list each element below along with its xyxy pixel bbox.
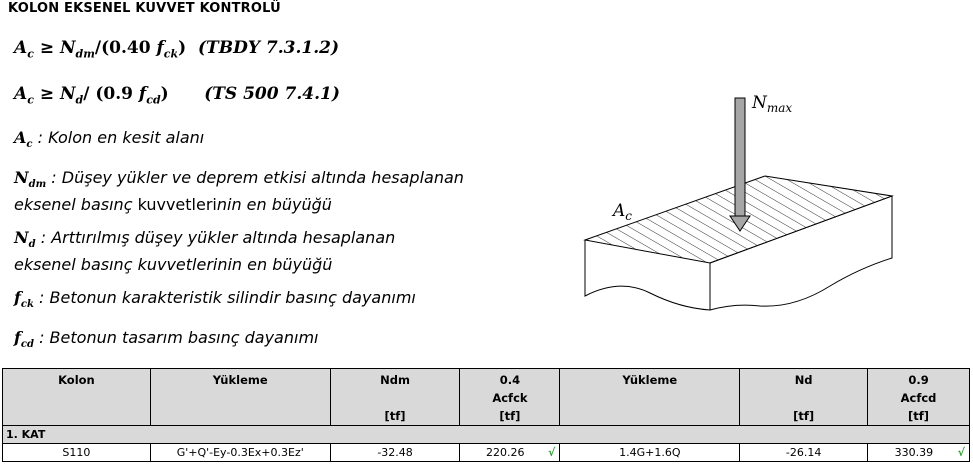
check-icon: √ [548,446,556,459]
definition-ac: $A_c$ : Kolon en kesit alanı [14,128,205,151]
axial-force-table [2,368,970,462]
formula-tbdy: $A_c \ge N_{dm}/(0.40$ $f_{ck}$) (TBDY 7.3.1.2) [14,38,339,61]
formula-ts500-ref: (TS 500 7.4.1) [204,84,340,104]
page-title: KOLON EKSENEL KUVVET KONTROLÜ [8,1,281,16]
table-row [3,444,970,462]
definition-fcd: $f_{cd}$ : Betonun tasarım basınç dayanımı [14,328,319,351]
cell-yukleme-2: 1.4G+1.6Q [560,444,740,462]
header-yukleme-1: Yükleme [150,369,330,426]
definition-nd: $N_d$ : Arttırılmış düşey yükler altında hesaplanan eksenel basınç kuvvetlerinin en büyüğü [14,228,396,275]
formula-ts500: $A_c \ge N_d/$ (0.9 $f_{cd}$) (TS 500 7.4.1) [14,84,340,107]
cell-acfck: √ 220.26 [460,444,560,462]
table-header-row [3,369,970,426]
definition-fck: $f_{ck}$ : Betonun karakteristik silindir basınç dayanımı [14,288,416,311]
check-icon: √ [957,446,965,459]
nmax-label: $N_{max}$ [752,93,793,115]
header-kolon: Kolon [3,369,151,426]
group-label: 1. KAT [3,426,970,444]
cell-yukleme-1: G'+Q'-Ey-0.3Ex+0.3Ez' [150,444,330,462]
group-row-kat [3,426,970,444]
ac-label: $A_c$ [613,201,633,223]
formula-tbdy-ref: (TBDY 7.3.1.2) [198,38,339,58]
header-ndm: Ndm [tf] [330,369,460,426]
header-acfcd: 0.9 Acfcd [tf] [868,369,970,426]
cell-ndm: -32.48 [330,444,460,462]
column-section-diagram [580,88,900,328]
cell-acfcd: √ 330.39 [868,444,970,462]
cell-kolon: S110 [3,444,151,462]
definition-ndm: $N_{dm}$ : Düşey yükler ve deprem etkisi altında hesaplanan eksenel basınç kuvvetlerinin en büyüğü [14,168,464,215]
header-acfck: 0.4 Acfck [tf] [460,369,560,426]
header-yukleme-2: Yükleme [560,369,740,426]
cell-nd: -26.14 [740,444,868,462]
header-nd: Nd [tf] [740,369,868,426]
